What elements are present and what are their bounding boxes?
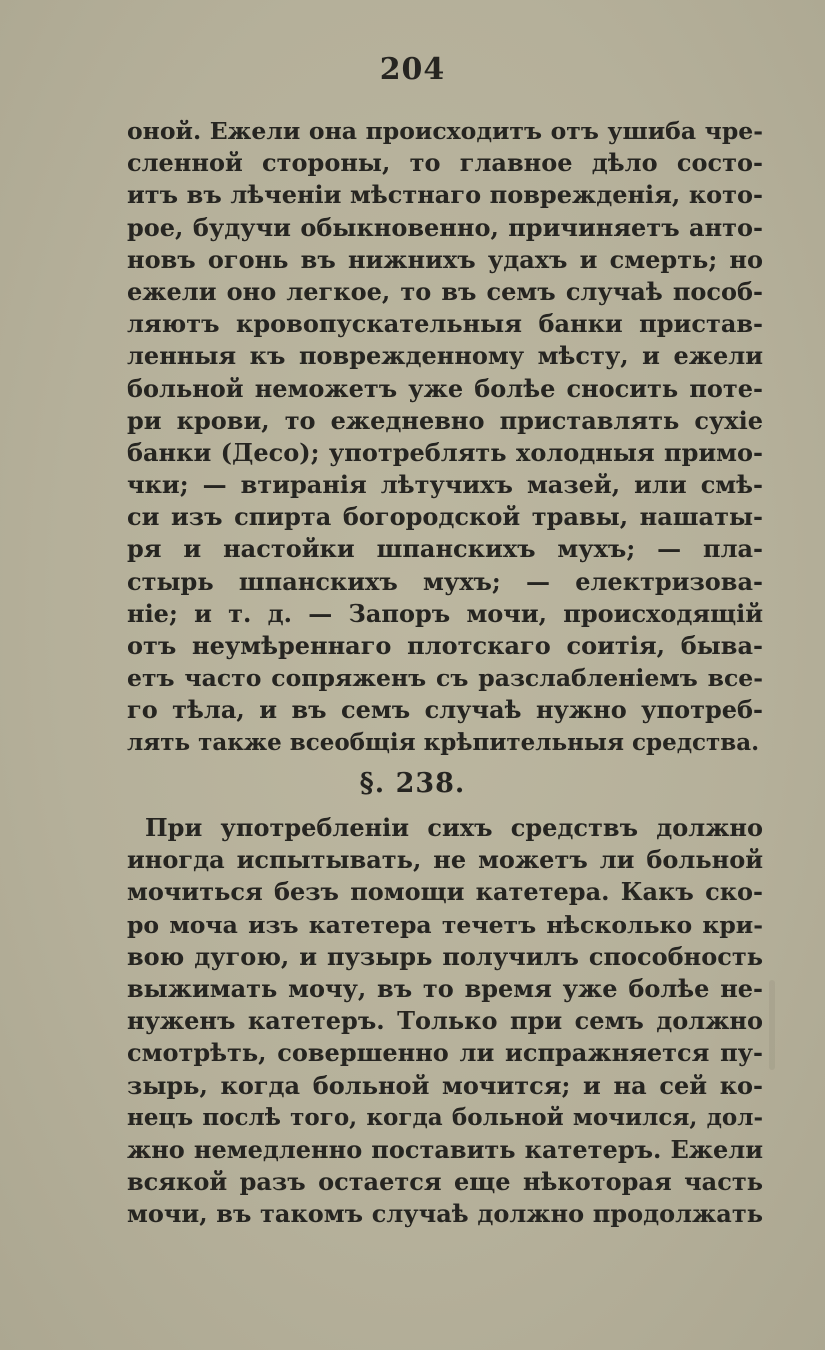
text-line: нецъ послѣ того, когда больной мочился, дол-: [127, 1103, 763, 1131]
text-line: смотрѣть, совершенно ли испражняется пу-: [127, 1038, 763, 1068]
text-line: ляютъ кровопускательныя банки пристав-: [127, 309, 763, 339]
text-line: больной неможетъ уже болѣе сносить поте-: [127, 373, 763, 403]
paper-smudge: [769, 980, 775, 1070]
text-line: рое, будучи обыкновенно, причиняетъ анто-: [127, 212, 763, 242]
text-line: ежели оно легкое, то въ семъ случаѣ пособ-: [127, 276, 763, 306]
text-line: лять также всеобщія крѣпительныя средства.: [127, 728, 760, 756]
text-line: го тѣла, и въ семъ случаѣ нужно употреб-: [127, 695, 763, 725]
text-line: мочи, въ такомъ случаѣ должно продолжать: [127, 1199, 763, 1229]
text-line: жно немедленно поставить катетеръ. Ежели: [127, 1134, 763, 1164]
text-line: стырь шпанскихъ мухъ; — електризова-: [127, 566, 763, 596]
text-line: вою дугою, и пузырь получилъ способность: [127, 941, 763, 971]
text-line: ленныя къ поврежденному мѣсту, и ежели: [127, 341, 763, 371]
text-line: отъ неумѣреннаго плотскаго соитія, быва-: [127, 631, 763, 660]
text-line: ри крови, то ежедневно приставлять сухіе: [127, 405, 763, 435]
paragraph-section-238: [127, 812, 763, 1230]
text-line: выжимать мочу, въ то время уже болѣе не-: [127, 973, 763, 1003]
text-line: итъ въ лѣченіи мѣстнаго поврежденія, кото-: [127, 180, 763, 210]
text-line: ніе; и т. д. — Запоръ мочи, происходящій: [127, 598, 763, 628]
text-line: всякой разъ остается еще нѣкоторая часть: [127, 1167, 763, 1197]
section-heading: §. 238.: [359, 768, 466, 799]
text-line: мочиться безъ помощи катетера. Какъ ско-: [127, 877, 763, 907]
text-line: новъ огонь въ нижнихъ удахъ и смерть; но: [127, 244, 763, 274]
text-line: банки (Десо); употреблять холодныя примо-: [127, 437, 763, 467]
text-line: При употребленіи сихъ средствъ должно: [145, 813, 763, 842]
text-line: ря и настойки шпанскихъ мухъ; — пла-: [127, 534, 763, 564]
text-line: зырь, когда больной мочится; и на сей ко-: [127, 1070, 763, 1100]
text-line: нуженъ катетеръ. Только при семъ должно: [127, 1006, 763, 1036]
text-line: чки; — втиранія лѣтучихъ мазей, или смѣ-: [127, 470, 763, 500]
text-line: оной. Ежели она происходитъ отъ ушиба чре-: [127, 117, 763, 145]
text-line: ро моча изъ катетера течетъ нѣсколько кри-: [127, 910, 763, 939]
text-line: си изъ спирта богородской травы, нашаты-: [127, 502, 763, 532]
text-line: иногда испытывать, не можетъ ли больной: [127, 845, 763, 875]
text-line: етъ часто сопряженъ съ разслабленіемъ все-: [127, 664, 763, 693]
paragraph-continued: [127, 115, 763, 759]
page-number: 204: [379, 52, 446, 87]
text-line: сленной стороны, то главное дѣло состо-: [127, 148, 763, 178]
